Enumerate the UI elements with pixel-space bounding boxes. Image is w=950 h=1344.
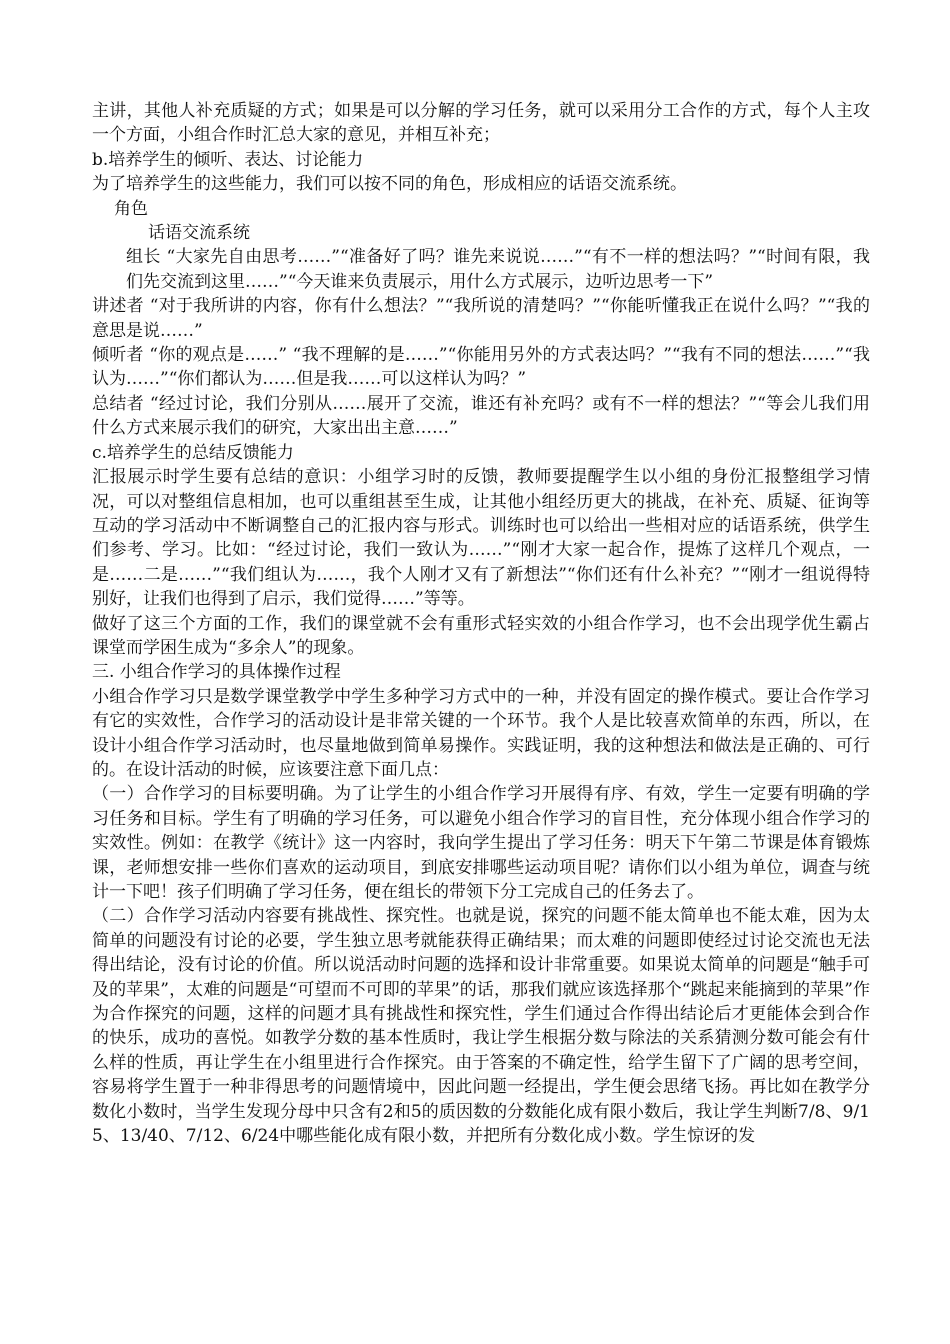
paragraph-c-body: 汇报展示时学生要有总结的意识：小组学习时的反馈，教师要提醒学生以小组的身份汇报整组学习情况，可以对整组信息相加，也可以重组甚至生成，让其他小组经历更大的挑战，在补充、质疑、征询等互动的学习活动中不断调整自己的汇报内容与形式。训练时也可以给出一些相对应的话语系统，供学生们参考、学习。比如：“经过讨论，我们一致认为……”“刚才大家一起合作，提炼了这样几个观点，一是……二是……”“我们组认为……，我个人刚才又有了新想法”“你们还有什么补充？”“刚才一组说得特别好，让我们也得到了启示，我们觉得……”等等。 (92, 467, 870, 610)
heading-b: b.培养学生的倾听、表达、讨论能力 (92, 149, 364, 170)
paragraph-point-two: （二）合作学习活动内容要有挑战性、探究性。也就是说，探究的问题不能太简单也不能太难，因为太简单的问题没有讨论的必要，学生独立思考就能获得正确结果；而太难的问题即使经过讨论交流也无法得出结论，没有讨论的价值。所以说活动时问题的选择和设计非常重要。如果说太简单的问题是“触手可及的苹果”，太难的问题是“可望而不可即的苹果”的话，那我们就应该选择那个“跳起来能摘到的苹果”作为合作探究的问题，这样的问题才具有挑战性和探究性，学生们通过合作得出结论后才更能体会到合作的快乐，成功的喜悦。如教学分数的基本性质时，我让学生根据分数与除法的关系猜测分数可能会有什么样的性质，再让学生在小组里进行合作探究。由于答案的不确定性，给学生留下了广阔的思考空间，容易将学生置于一种非得思考的问题情境中，因此问题一经提出，学生便会思绪飞扬。再比如在教学分数化小数时，当学生发现分母中只含有2和5的质因数的分数能化成有限小数后，我让学生判断7/8、9/15、13/40、7/12、6/24中哪些能化成有限小数，并把所有分数化成小数。学生惊讶的发 (92, 906, 870, 1147)
paragraph-b-intro: 为了培养学生的这些能力，我们可以按不同的角色，形成相应的话语交流系统。 (92, 174, 687, 195)
section-heading-three: 三. 小组合作学习的具体操作过程 (92, 662, 341, 683)
paragraph-section-three-intro: 小组合作学习只是数学课堂教学中学生多种学习方式中的一种，并没有固定的操作模式。要让合作学习有它的实效性，合作学习的活动设计是非常关键的一个环节。我个人是比较喜欢简单的东西，所以，在设计小组合作学习活动时，也尽量地做到简单易操作。实践证明，我的这种想法和做法是正确的、可行的。在设计活动的时候，应该要注意下面几点： (92, 686, 870, 780)
role-listener: 倾听者 “你的观点是……” “我不理解的是……”“你能用另外的方式表达吗？”“我有不同的想法……”“我认为……”“你们都认为……但是我……可以这样认为吗？” (92, 345, 870, 390)
role-summarizer: 总结者 “经过讨论，我们分别从……展开了交流，谁还有补充吗？或有不一样的想法？”“等会儿我们用什么方式来展示我们的研究，大家出出主意……” (92, 393, 870, 439)
document-page (92, 99, 870, 1148)
role-speaker: 讲述者 “对于我所讲的内容，你有什么想法？”“我所说的清楚吗？”“你能听懂我正在说什么吗？”“我的意思是说……” (92, 296, 870, 341)
paragraph-point-one: （一）合作学习的目标要明确。为了让学生的小组合作学习开展得有序、有效，学生一定要有明确的学习任务和目标。学生有了明确的学习任务，可以避免小组合作学习的盲目性，充分体现小组合作学习的实效性。例如：在教学《统计》这一内容时，我向学生提出了学习任务：明天下午第二节课是体育锻炼课，老师想安排一些你们喜欢的运动项目，到底安排哪些运动项目呢？请你们以小组为单位，调查与统计一下吧！孩子们明确了学习任务，便在组长的带领下分工完成自己的任务去了。 (92, 784, 870, 902)
heading-c: c.培养学生的总结反馈能力 (92, 442, 294, 463)
label-discourse-system: 话语交流系统 (148, 223, 250, 244)
label-role: 角色 (114, 198, 148, 219)
paragraph-intro: 主讲，其他人补充质疑的方式；如果是可以分解的学习任务，就可以采用分工合作的方式，每个人主攻一个方面，小组合作时汇总大家的意见，并相互补充； (92, 101, 870, 146)
role-group-leader: 组长 “大家先自由思考……”“准备好了吗？谁先来说说……”“有不一样的想法吗？”“时间有限，我们先交流到这里……”“今天谁来负责展示，用什么方式展示，边听边思考一下” (126, 247, 870, 292)
paragraph-conclusion: 做好了这三个方面的工作，我们的课堂就不会有重形式轻实效的小组合作学习，也不会出现学优生霸占课堂而学困生成为“多余人”的现象。 (92, 613, 870, 658)
